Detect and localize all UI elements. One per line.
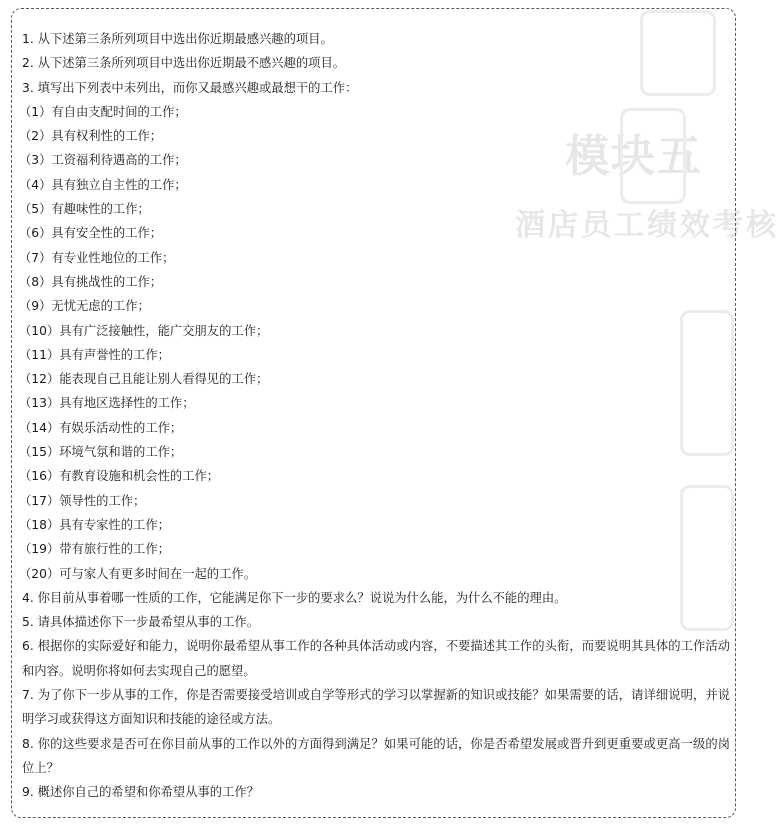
question-4: 4. 你目前从事着哪一性质的工作，它能满足你下一步的要求么？说说为什么能，为什么不能的理由。 xyxy=(22,590,567,605)
option-item: （2）具有权利性的工作； xyxy=(19,129,163,144)
option-item: （3）工资福利待遇高的工作； xyxy=(19,153,187,168)
question-3: 3. 填写出下列表中未列出，而你又最感兴趣或最想干的工作： xyxy=(22,80,358,95)
question-5: 5. 请具体描述你下一步最希望从事的工作。 xyxy=(22,615,259,630)
option-item: （17）领导性的工作； xyxy=(19,493,146,508)
option-item: （12）能表现自己且能让别人看得见的工作； xyxy=(19,372,269,387)
option-item: （14）有娱乐活动性的工作； xyxy=(19,420,183,435)
option-item: （9）无忧无虑的工作； xyxy=(19,299,150,314)
option-item: （1）有自由支配时间的工作； xyxy=(19,104,187,119)
bleed-through-watermark: 模块五 xyxy=(565,131,703,182)
option-item: （18）具有专家性的工作； xyxy=(19,517,170,532)
questionnaire xyxy=(19,27,730,805)
option-item: （7）有专业性地位的工作； xyxy=(19,250,175,265)
question-2: 2. 从下述第三条所列项目中选出你近期最不感兴趣的项目。 xyxy=(22,56,346,71)
option-item: （20）可与家人有更多时间在一起的工作。 xyxy=(19,566,256,581)
option-item: （15）环境气氛和谐的工作； xyxy=(19,445,183,460)
option-item: （10）具有广泛接触性，能广交朋友的工作； xyxy=(19,323,269,338)
option-item: （16）有教育设施和机会性的工作； xyxy=(19,469,220,484)
option-item: （8）具有挑战性的工作； xyxy=(19,274,163,289)
question-7: 7. 为了你下一步从事的工作，你是否需要接受培训或自学等形式的学习以掌握新的知识或技能？如果需要的话，请详细说明，并说明学习或获得这方面知识和技能的途径或方法。 xyxy=(22,688,730,727)
question-8: 8. 你的这些要求是否可在你目前从事的工作以外的方面得到满足？如果可能的话，你是否希望发展或晋升到更重要或更高一级的岗位上？ xyxy=(22,736,730,775)
option-item: （6）具有安全性的工作； xyxy=(19,226,163,241)
option-item: （11）具有声誉性的工作； xyxy=(19,347,170,362)
question-6: 6. 根据你的实际爱好和能力，说明你最希望从事工作的各种具体活动或内容，不要描述其工作的头衔，而要说明其具体的工作活动和内容。说明你将如何去实现自己的愿望。 xyxy=(22,639,730,678)
question-9: 9. 概述你自己的希望和你希望从事的工作？ xyxy=(22,785,259,800)
option-item: （5）有趣味性的工作； xyxy=(19,202,150,217)
bleed-through-watermark: 酒店员工绩效考核 xyxy=(515,208,779,243)
question-1: 1. 从下述第三条所列项目中选出你近期最感兴趣的项目。 xyxy=(22,32,333,46)
option-item: （19）带有旅行性的工作； xyxy=(19,542,170,557)
option-item: （13）具有地区选择性的工作； xyxy=(19,396,195,411)
option-item: （4）具有独立自主性的工作； xyxy=(19,177,187,192)
